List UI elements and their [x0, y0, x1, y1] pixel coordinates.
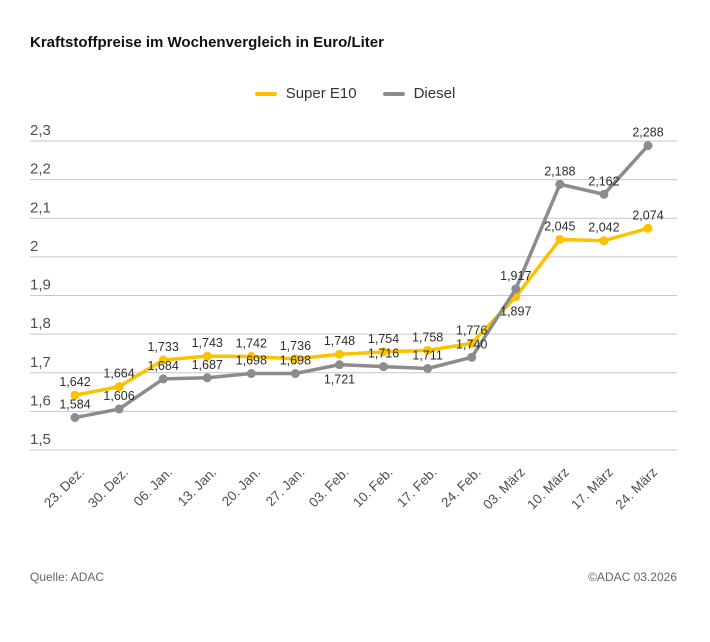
data-point-label: 1,733: [147, 340, 179, 355]
data-point-diesel: [115, 405, 124, 414]
data-point-label: 1,698: [235, 353, 267, 368]
data-point-label: 2,288: [632, 125, 664, 140]
data-point-diesel: [291, 369, 300, 378]
data-point-super-e10: [644, 224, 653, 233]
data-point-diesel: [599, 190, 608, 199]
x-tick-label: 17. Feb.: [394, 464, 440, 511]
y-tick-label: 1,6: [30, 392, 51, 410]
page-title: Kraftstoffpreise im Wochenvergleich in Euro/Liter: [30, 34, 384, 51]
y-tick-label: 2: [30, 237, 39, 255]
x-tick-label: 23. Dez.: [40, 464, 88, 511]
legend-label-diesel: Diesel: [413, 85, 456, 102]
data-point-diesel: [203, 373, 212, 382]
copyright-note: ©ADAC 03.2026: [588, 570, 677, 584]
data-point-label: 1,917: [500, 268, 532, 283]
y-tick-label: 2,3: [30, 122, 51, 139]
data-point-super-e10: [555, 235, 564, 244]
data-point-label: 1,711: [412, 348, 443, 363]
data-point-label: 1,687: [191, 357, 223, 372]
data-point-diesel: [423, 364, 432, 373]
data-point-label: 1,698: [279, 353, 312, 368]
y-tick-label: 2,2: [30, 160, 51, 178]
data-point-diesel: [159, 374, 168, 383]
data-point-label: 1,897: [500, 304, 532, 319]
y-tick-label: 1,5: [30, 431, 51, 448]
data-point-label: 1,758: [411, 330, 444, 345]
data-point-label: 1,736: [279, 338, 312, 353]
data-point-diesel: [555, 180, 564, 189]
x-tick-label: 17. März: [568, 464, 617, 513]
data-point-diesel: [467, 353, 476, 362]
data-point-label: 1,584: [59, 397, 91, 412]
data-point-label: 2,162: [588, 174, 620, 189]
y-tick-label: 1,9: [30, 276, 51, 294]
data-point-diesel: [71, 413, 80, 422]
source-note: Quelle: ADAC: [30, 570, 105, 584]
x-tick-label: 30. Dez.: [85, 464, 132, 511]
data-point-label: 1,642: [59, 375, 91, 390]
x-tick-label: 10. März: [524, 464, 572, 513]
data-point-label: 2,074: [632, 208, 664, 223]
data-point-label: 1,748: [323, 334, 356, 349]
data-point-label: 1,716: [367, 346, 400, 361]
x-tick-label: 13. Jan.: [174, 464, 220, 510]
data-point-diesel: [511, 284, 520, 293]
x-tick-label: 03. März: [480, 464, 528, 513]
data-point-label: 2,045: [544, 219, 576, 234]
x-tick-label: 06. Jan.: [130, 464, 176, 510]
data-point-diesel: [379, 362, 388, 371]
data-point-diesel: [335, 360, 344, 369]
x-tick-label: 03. Feb.: [305, 464, 352, 511]
x-tick-label: 27. Jan.: [262, 464, 308, 510]
data-point-label: 1,664: [103, 366, 135, 381]
data-point-super-e10: [599, 236, 608, 245]
data-point-label: 1,742: [235, 336, 267, 351]
data-point-label: 1,776: [456, 323, 488, 338]
x-tick-label: 24. März: [612, 464, 661, 513]
data-point-diesel: [644, 141, 653, 150]
data-point-label: 1,740: [456, 337, 488, 352]
x-tick-label: 24. Feb.: [438, 464, 484, 511]
y-tick-label: 2,1: [30, 199, 51, 217]
data-point-diesel: [247, 369, 256, 378]
data-point-label: 2,042: [588, 220, 620, 235]
y-tick-label: 1,8: [30, 315, 51, 333]
x-tick-label: 20. Jan.: [218, 464, 264, 510]
data-point-label: 1,754: [367, 331, 400, 346]
x-tick-label: 10. Feb.: [350, 464, 396, 511]
data-point-label: 1,721: [323, 372, 356, 387]
data-point-label: 2,188: [544, 164, 576, 179]
data-point-label: 1,743: [191, 336, 223, 351]
y-tick-label: 1,7: [30, 353, 51, 371]
data-point-label: 1,606: [103, 389, 135, 404]
legend-label-super-e10: Super E10: [285, 85, 357, 102]
data-point-super-e10: [335, 350, 344, 359]
data-point-label: 1,684: [147, 358, 179, 373]
